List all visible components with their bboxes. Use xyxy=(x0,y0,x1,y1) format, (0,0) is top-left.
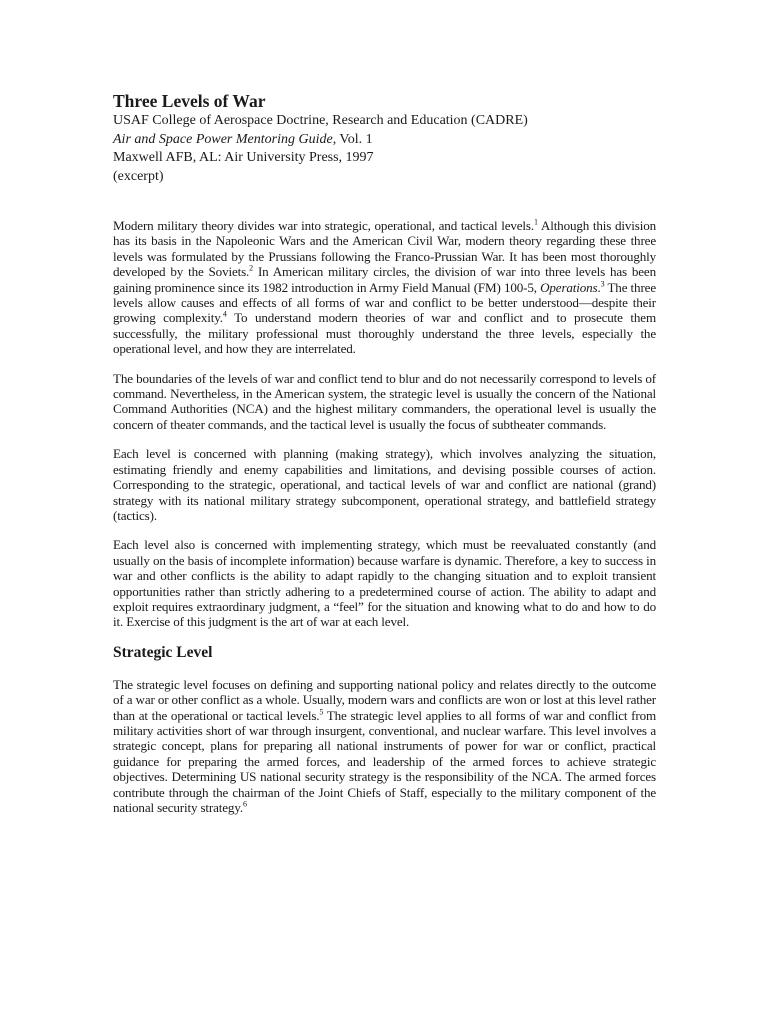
source-book xyxy=(113,131,656,150)
source-book-title: Air and Space Power Mentoring Guide xyxy=(113,131,333,147)
paragraph-text: The strategic level focuses on defining and supporting national policy and relates directly to the outcome of a war or other conflict as a whole. Usually, modern wars and conflicts are won or lost at this level rather than at the operational or tactical levels. xyxy=(113,676,656,723)
footnote-marker: 1 xyxy=(534,217,538,227)
italic-text: Operations xyxy=(540,279,598,295)
intro-paragraph xyxy=(113,537,656,629)
document-page xyxy=(113,90,656,829)
paragraph-text: . xyxy=(597,279,601,295)
intro-paragraph xyxy=(113,446,656,523)
paragraph-text: Each level also is concerned with implementing strategy, which must be reevaluated constantly (and usually on the basis of incomplete information) because warfare is dynamic. Therefore, a key to success in war and other conflicts is the ability to adapt rapidly to the changing situation and to exploit transient opportunities rather than strictly adhering to a predetermined course of action. The ability to adapt and exploit requires extraordinary judgment, a “feel” for the situation and knowing what to do and how to do it. Exercise of this judgment is the art of war at each level. xyxy=(113,537,656,630)
paragraph-text: Modern military theory divides war into strategic, operational, and tactical levels. xyxy=(113,218,534,233)
source-publisher: Maxwell AFB, AL: Air University Press, 1997 xyxy=(113,150,374,165)
section-heading-strategic: Strategic Level xyxy=(113,643,213,661)
footnote-marker: 4 xyxy=(222,310,227,320)
paragraph-text: The strategic level applies to all forms of war and conflict from military activities short of war through insurgent, conventional, and nuclear warfare. This level involves a strategic concept, plans for preparing all national instruments of power for war or conflict, practical guidance for preparing the armed forces, and leadership of the armed forces to achieve strategic objectives. Determining US national security strategy is the responsibility of the NCA. The armed forces contribute through the chairman of the Joint Chiefs of Staff, especially to the military component of the national security strategy. xyxy=(113,707,656,815)
source-volume: , Vol. 1 xyxy=(332,131,373,147)
intro-paragraph xyxy=(113,218,656,357)
document-title: Three Levels of War xyxy=(113,91,266,111)
strategic-paragraphs xyxy=(113,677,656,816)
paragraph-text: To understand modern theories of war and conflict and to prosecute them successfully, the military professional must thoroughly understand the three levels, especially the operational level, and how they are interrelated. xyxy=(113,310,656,357)
footnote-marker: 5 xyxy=(319,707,324,717)
paragraph-text: In American military circles, the division of war into three levels has been gaining prominence since its 1982 introduction in Army Field Manual (FM) 100-5, xyxy=(113,264,656,295)
paragraph-text: The boundaries of the levels of war and conflict tend to blur and do not necessarily correspond to levels of command. Nevertheless, in the American system, the strategic level is usually the concern of the National Command Authorities (NCA) and the highest military commanders, the operational level is usually the concern of theater commands, and the tactical level is usually the focus of subtheater commands. xyxy=(113,370,656,432)
body-text xyxy=(113,218,656,815)
paragraph-text: Each level is concerned with planning (making strategy), which involves analyzing the situation, estimating friendly and enemy capabilities and limitations, and devising possible courses of action. Corresponding to the strategic, operational, and tactical levels of war and conflict are national (grand) strategy with its national military strategy subcomponent, operational strategy, and battlefield strategy (tactics). xyxy=(113,446,656,523)
footnote-marker: 2 xyxy=(249,263,254,273)
footnote-marker: 3 xyxy=(600,279,605,289)
source-author: USAF College of Aerospace Doctrine, Research and Education (CADRE) xyxy=(113,113,528,128)
paragraph-text: The three levels allow causes and effects of all forms of war and conflict to be better understood—despite their growing complexity. xyxy=(113,279,656,326)
intro-paragraph xyxy=(113,371,656,433)
paragraph-text: Although this division has its basis in the Napoleonic Wars and the American Civil War, modern theory regarding these three levels was formulated by the Prussians following the Franco-Prussian War. It has been most thoroughly developed by the Soviets. xyxy=(113,218,656,280)
strategic-paragraph xyxy=(113,677,656,816)
footnote-marker: 6 xyxy=(243,799,247,809)
intro-paragraphs xyxy=(113,218,656,630)
source-note: (excerpt) xyxy=(113,168,164,184)
